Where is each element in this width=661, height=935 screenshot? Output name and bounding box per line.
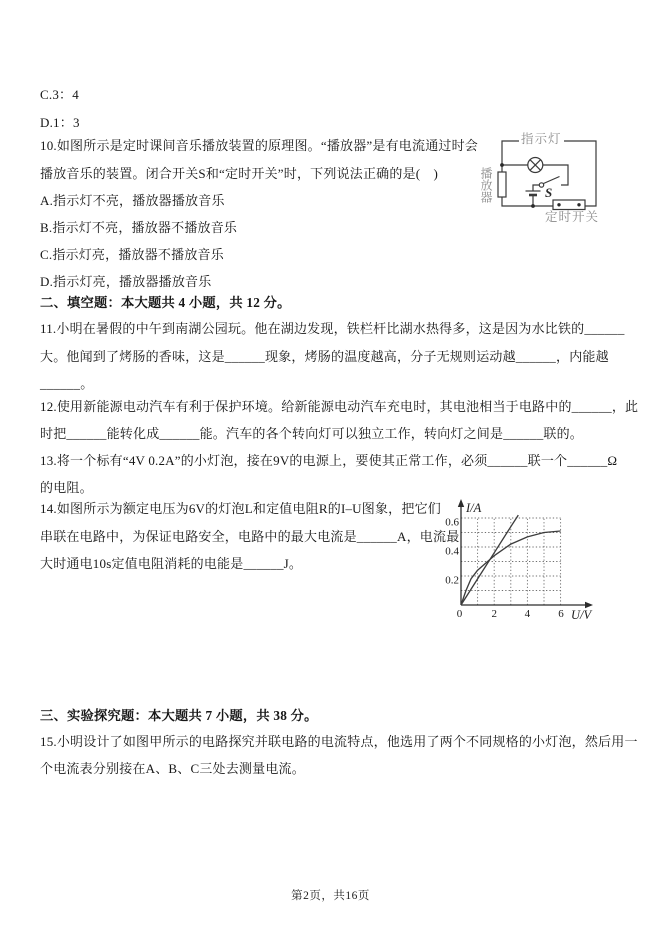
q14-line1: 14.如图所示为额定电压为6V的灯泡L和定值电阻R的I–U图象，把它们 bbox=[40, 501, 441, 516]
page-number-footer: 第2页，共16页 bbox=[291, 890, 370, 902]
axes bbox=[458, 499, 593, 608]
q10-stem-line2: 播放音乐的装置。闭合开关S和“定时开关”时，下列说法正确的是( ) bbox=[40, 166, 439, 181]
switch-s-label: S bbox=[545, 185, 553, 200]
q10-option-c: C.指示灯亮，播放器不播放音乐 bbox=[40, 247, 224, 262]
q12-line1: 12.使用新能源电动汽车有利于保护环境。给新能源电动汽车充电时，其电池相当于电路中的______，此 bbox=[40, 399, 639, 414]
xtick-6: 6 bbox=[558, 608, 564, 620]
indicator-lamp-label: 指示灯 bbox=[521, 132, 562, 146]
q10-option-b: B.指示灯不亮，播放器不播放音乐 bbox=[40, 220, 238, 235]
q13-line2: 的电阻。 bbox=[40, 480, 93, 495]
q10-option-a: A.指示灯不亮，播放器播放音乐 bbox=[40, 193, 225, 208]
q11-line1: 11.小明在暑假的中午到南湖公园玩。他在湖边发现，铁栏杆比湖水热得多，这是因为水比铁的______ bbox=[40, 321, 625, 336]
ytick-0.2: 0.2 bbox=[445, 574, 459, 587]
axis-labels bbox=[465, 501, 593, 622]
player-resistor-symbol bbox=[498, 172, 506, 197]
prev-option-d: D.1：3 bbox=[40, 115, 80, 130]
section3-heading: 三、实验探究题：本大题共 7 小题，共 38 分。 bbox=[40, 708, 318, 723]
battery-symbol bbox=[526, 191, 541, 195]
lamp-symbol bbox=[528, 158, 543, 173]
player-label: 播放器 bbox=[479, 167, 493, 203]
section2-heading: 二、填空题：本大题共 4 小题，共 12 分。 bbox=[40, 295, 291, 310]
q11-line2: 大。他闻到了烤肠的香味，这是______现象，烤肠的温度越高，分子无规则运动越______，内能越 bbox=[40, 349, 609, 364]
q14-line2: 串联在电路中，为保证电路安全，电路中的最大电流是______A，电流最 bbox=[40, 529, 460, 544]
ytick-0.4: 0.4 bbox=[445, 545, 459, 558]
grid-lines bbox=[461, 518, 561, 605]
q10-stem-line1: 10.如图所示是定时课间音乐播放装置的原理图。“播放器”是有电流通过时会 bbox=[40, 138, 478, 153]
q15-line1: 15.小明设计了如图甲所示的电路探究并联电路的电流特点，他选用了两个不同规格的小灯泡，然后用一 bbox=[40, 734, 638, 749]
q10-circuit-figure bbox=[478, 132, 661, 234]
xtick-4: 4 bbox=[524, 608, 531, 620]
q10-option-d: D.指示灯亮，播放器播放音乐 bbox=[40, 274, 212, 289]
y-axis-label: I/A bbox=[466, 501, 482, 515]
prev-option-c: C.3：4 bbox=[40, 87, 79, 102]
q13-line1: 13.将一个标有“4V 0.2A”的小灯泡，接在9V的电源上，要使其正常工作，必须______联一个______Ω bbox=[40, 453, 618, 468]
xtick-2: 2 bbox=[491, 608, 497, 620]
q14-line3: 大时通电10s定值电阻消耗的电能是______J。 bbox=[40, 556, 303, 571]
q14-iu-graph bbox=[445, 496, 600, 630]
x-axis-label: U/V bbox=[571, 608, 592, 622]
timer-switch-label: 定时开关 bbox=[545, 210, 600, 224]
timer-switch-box bbox=[553, 200, 585, 210]
q12-line2: 时把______能转化成______能。汽车的各个转向灯可以独立工作，转向灯之间是______联的。 bbox=[40, 426, 584, 441]
iu-graph-drawing bbox=[445, 496, 600, 630]
q15-line2: 个电流表分别接在A、B、C三处去测量电流。 bbox=[40, 761, 305, 776]
xtick-0: 0 bbox=[456, 608, 463, 620]
y-axis-arrow bbox=[458, 499, 464, 507]
q11-line3: ______。 bbox=[40, 376, 94, 391]
ytick-0.6: 0.6 bbox=[445, 516, 459, 529]
